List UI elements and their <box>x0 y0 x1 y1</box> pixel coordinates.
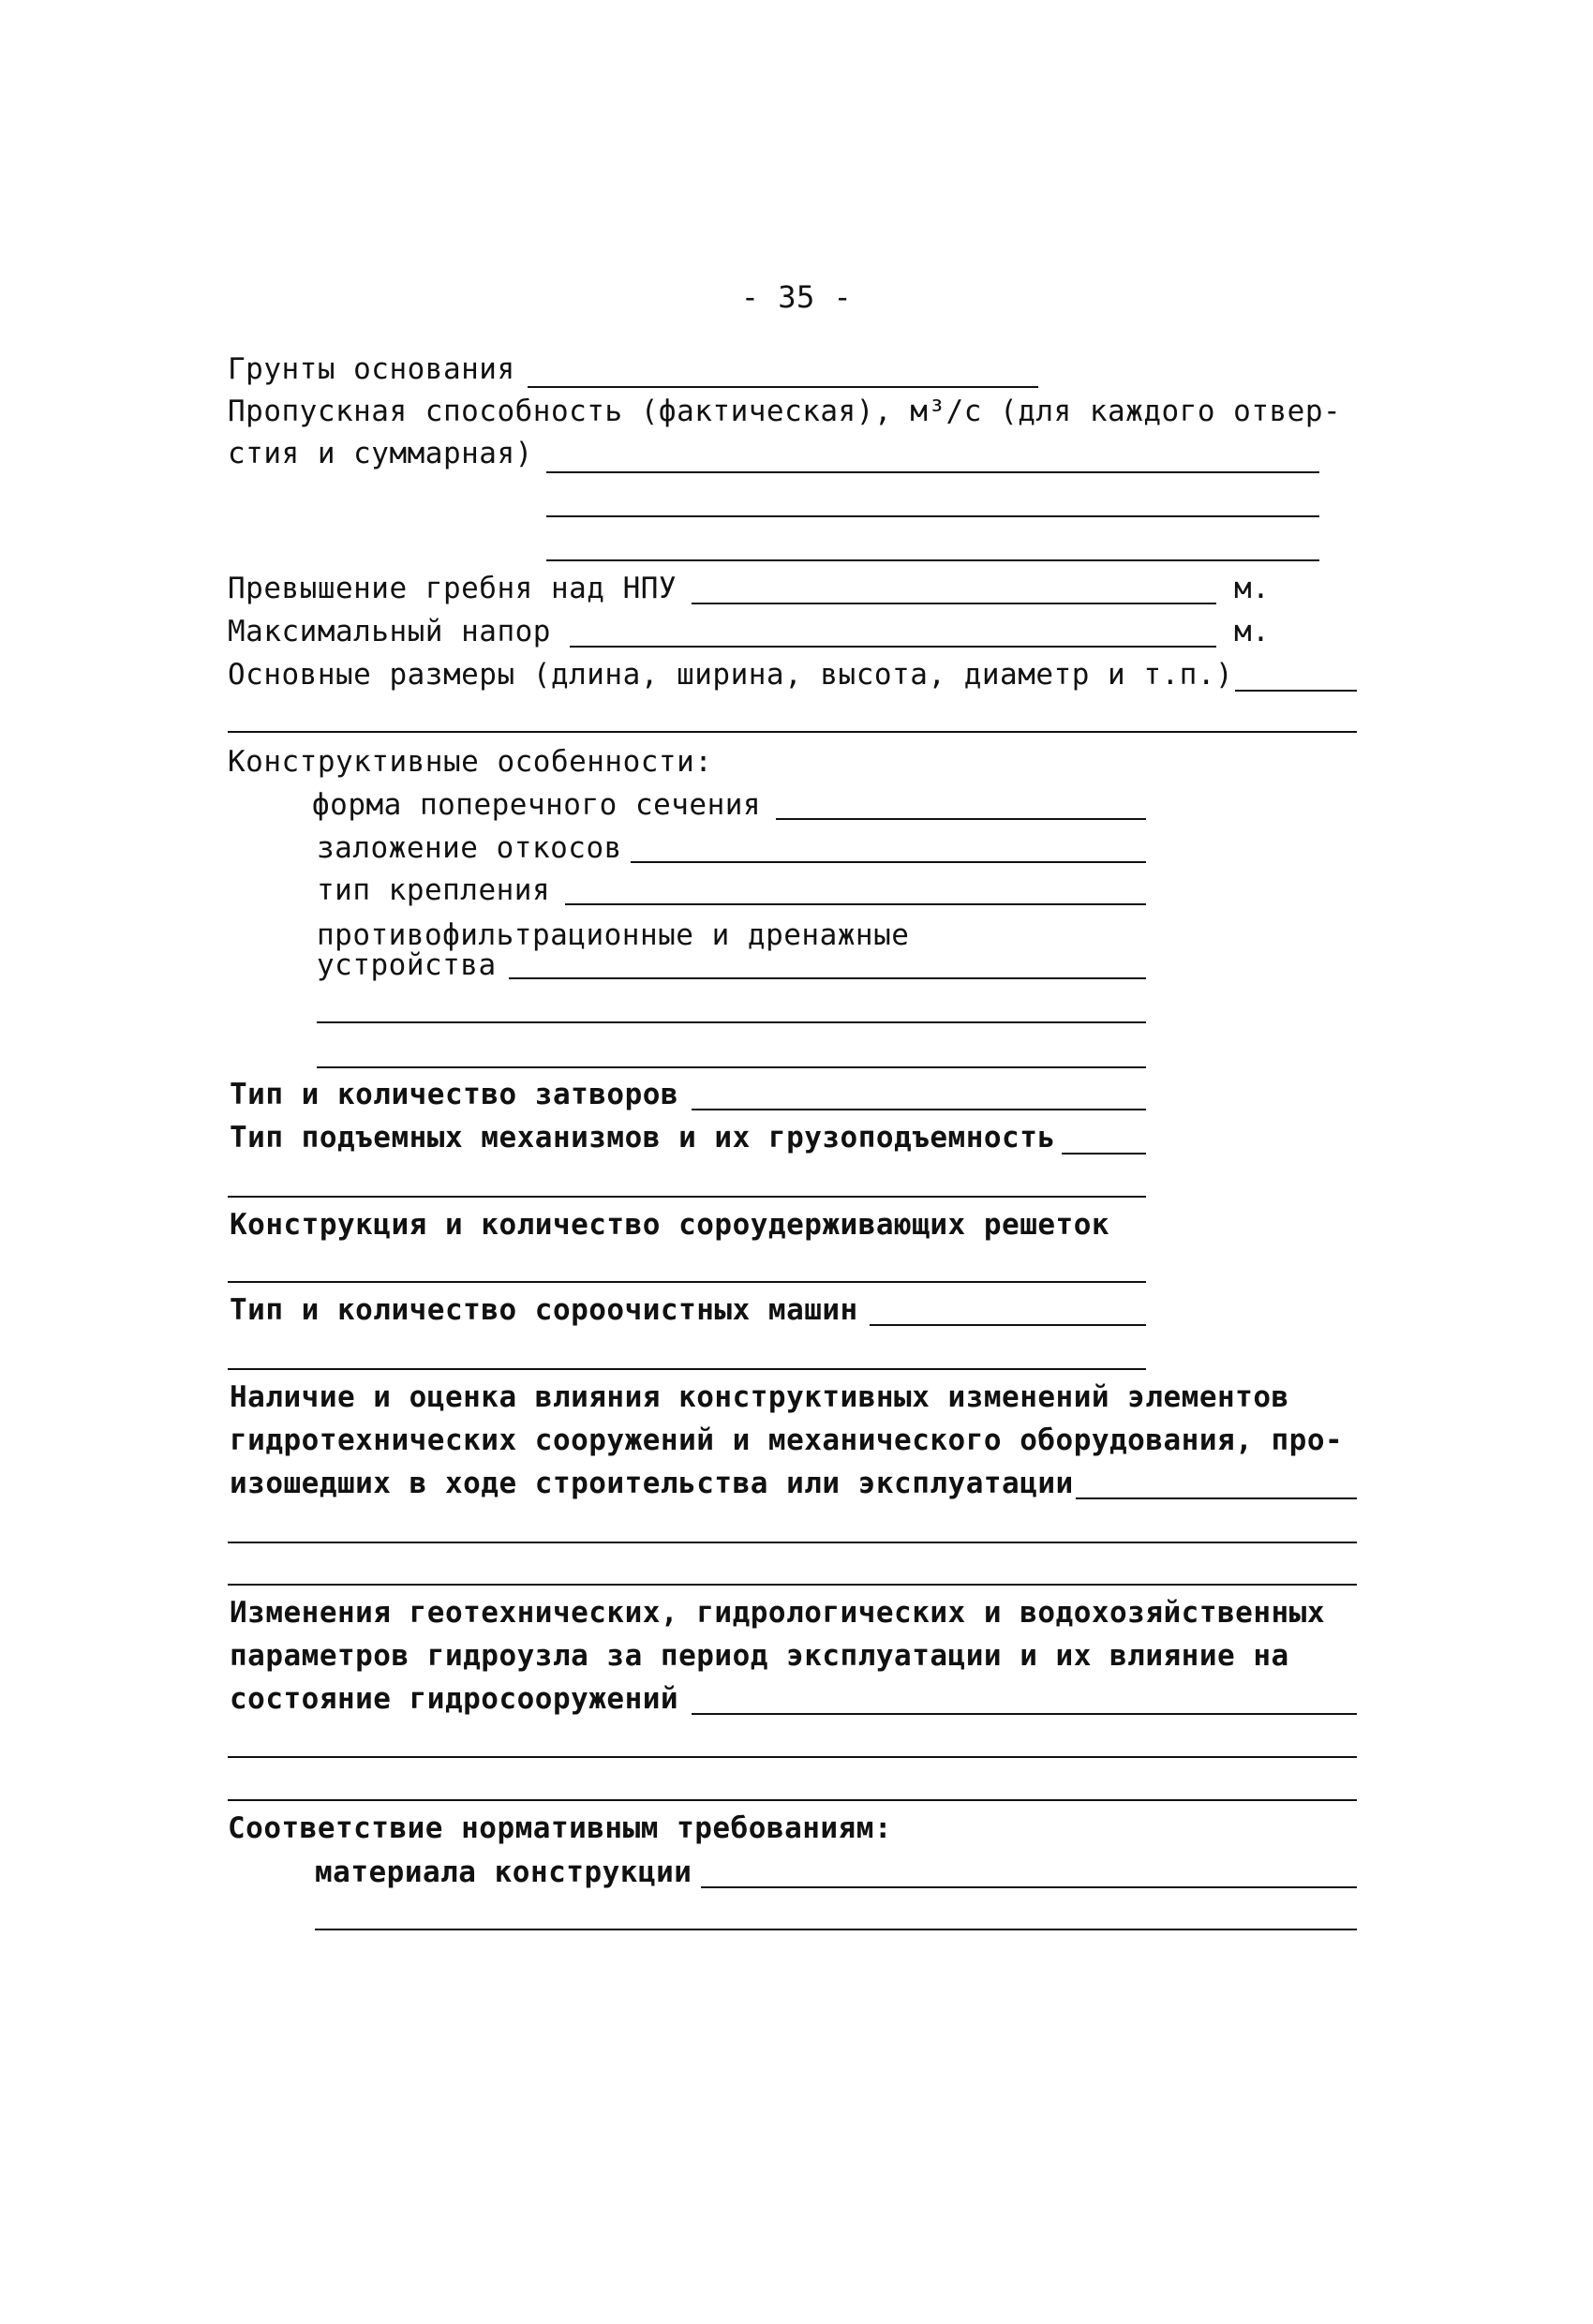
blank-zatvory[interactable] <box>692 1109 1146 1110</box>
label-prevyshenie: Превышение гребня над НПУ <box>228 572 677 605</box>
blank-protivo-2[interactable] <box>317 1021 1146 1023</box>
blank-propusk-2[interactable] <box>546 515 1319 517</box>
label-nalichie-1: Наличие и оценка влияния конструктивных изменений элементов <box>230 1380 1289 1414</box>
blank-mekhanizmy-2[interactable] <box>228 1196 1146 1198</box>
unit-prevyshenie: м. <box>1234 572 1271 605</box>
label-izmenenia-1: Изменения геотехнических, гидрологических и водохозяйственных <box>230 1596 1325 1630</box>
label-propusk-2: стия и суммарная) <box>228 437 533 470</box>
page-number: - 35 - <box>740 279 853 315</box>
label-forma: форма поперечного сечения <box>312 788 762 822</box>
blank-mashiny-2[interactable] <box>228 1368 1146 1370</box>
label-protivo-1: противофильтрационные и дренажные <box>317 918 910 952</box>
label-material: материала конструкции <box>315 1855 692 1889</box>
label-napor: Максимальный напор <box>228 615 551 648</box>
label-razmery: Основные размеры (длина, ширина, высота, диаметр и т.п.) <box>228 658 1234 692</box>
label-zatvory: Тип и количество затворов <box>230 1078 679 1111</box>
label-tip-krepl: тип крепления <box>317 873 551 907</box>
blank-grunty[interactable] <box>528 386 1038 388</box>
blank-material-2[interactable] <box>315 1929 1357 1930</box>
blank-nalichie-2[interactable] <box>228 1542 1357 1543</box>
unit-napor: м. <box>1234 615 1271 648</box>
blank-izmenenia-2[interactable] <box>228 1756 1357 1758</box>
blank-napor[interactable] <box>570 646 1216 648</box>
blank-izmenenia-3[interactable] <box>228 1799 1357 1801</box>
label-mashiny: Тип и количество сороочистных машин <box>230 1293 858 1327</box>
label-reshetki: Конструкция и количество сороудерживающих решеток <box>230 1208 1110 1242</box>
blank-propusk-1[interactable] <box>546 471 1319 473</box>
blank-razmery-1[interactable] <box>1235 690 1357 692</box>
label-mekhanizmy: Тип подъемных механизмов и их грузоподъемность <box>230 1121 1056 1155</box>
label-nalichie-3: изошедших в ходе строительства или эксплуатации <box>230 1467 1074 1500</box>
blank-zalozhenie[interactable] <box>631 861 1146 863</box>
label-izmenenia-2: параметров гидроузла за период эксплуатации и их влияние на <box>230 1639 1289 1673</box>
label-nalichie-2: гидротехнических сооружений и механического оборудования, про- <box>230 1423 1344 1457</box>
heading-konstr: Конструктивные особенности: <box>228 745 713 779</box>
blank-razmery-2[interactable] <box>228 731 1357 733</box>
label-grunty: Грунты основания <box>228 352 515 386</box>
heading-sootvetstvie: Соответствие нормативным требованиям: <box>228 1811 893 1845</box>
label-protivo-2: устройства <box>317 948 497 982</box>
blank-nalichie-1[interactable] <box>1076 1497 1357 1499</box>
blank-prevyshenie[interactable] <box>692 603 1216 604</box>
blank-propusk-3[interactable] <box>546 559 1319 561</box>
blank-reshetki[interactable] <box>228 1281 1146 1283</box>
blank-material-1[interactable] <box>701 1886 1357 1888</box>
blank-mekhanizmy-1[interactable] <box>1062 1153 1146 1155</box>
blank-tip-krepl[interactable] <box>565 903 1146 905</box>
blank-protivo-3[interactable] <box>317 1066 1146 1068</box>
blank-izmenenia-1[interactable] <box>692 1713 1357 1715</box>
blank-protivo-1[interactable] <box>509 977 1146 979</box>
label-zalozhenie: заложение откосов <box>317 831 622 865</box>
label-izmenenia-3: состояние гидросооружений <box>230 1682 679 1716</box>
blank-forma[interactable] <box>776 818 1146 820</box>
label-propusk-1: Пропускная способность (фактическая), м³/с (для каждого отвер- <box>228 395 1342 428</box>
blank-mashiny-1[interactable] <box>870 1324 1146 1326</box>
blank-nalichie-3[interactable] <box>228 1584 1357 1586</box>
